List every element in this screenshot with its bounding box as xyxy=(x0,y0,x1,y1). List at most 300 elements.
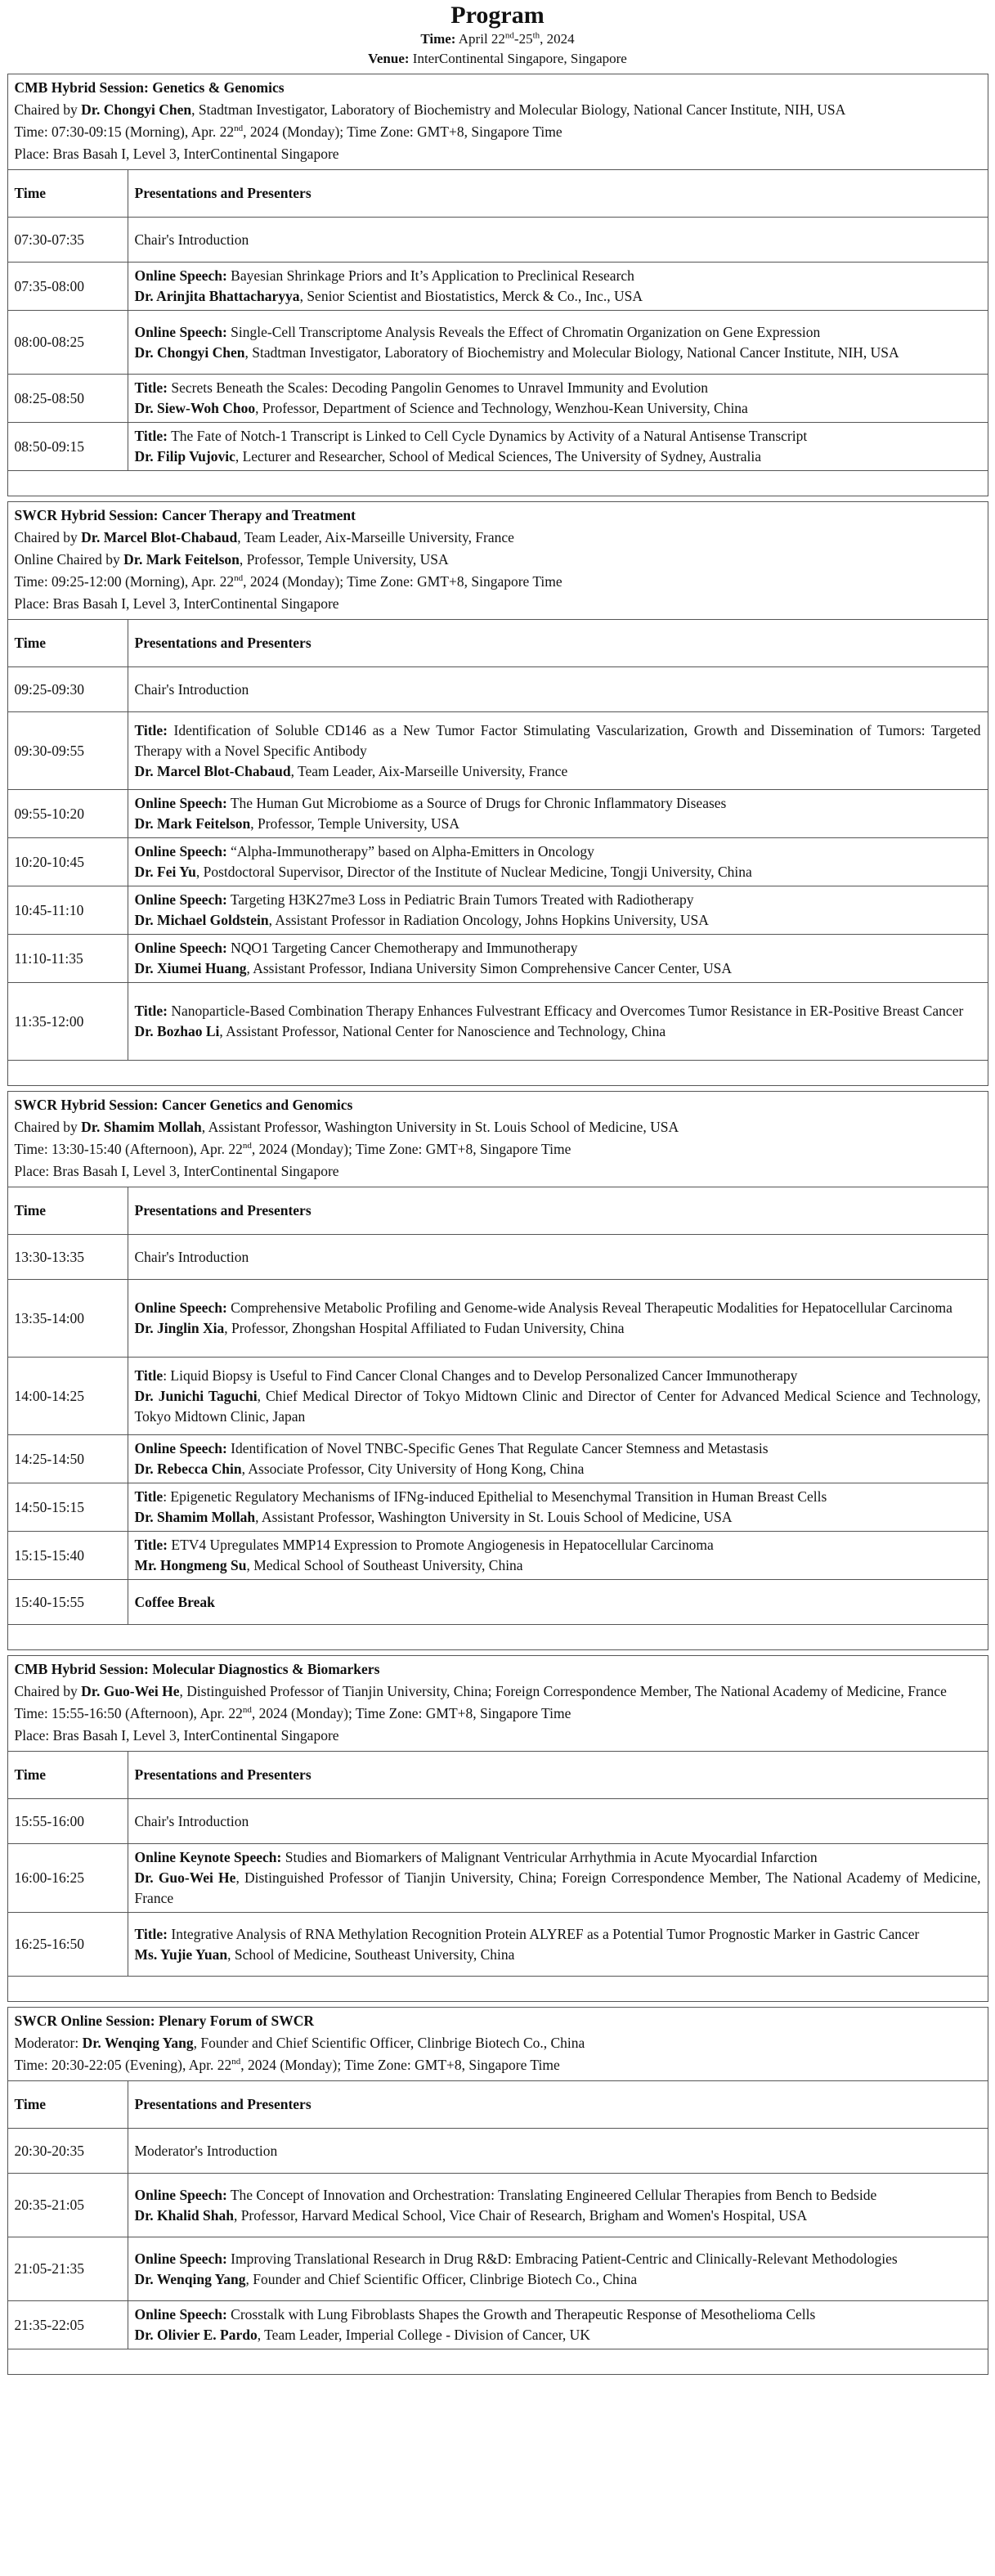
table-row xyxy=(7,1435,988,1483)
table-row xyxy=(7,935,988,983)
presentation-text: Identification of Soluble CD146 as a New Tumor Factor Stimulating Vascularization, Growth and Dissemination of Tumors: Targeted Therapy with a Novel Specific Antibody xyxy=(134,721,981,759)
time-label: Time: xyxy=(420,31,456,47)
table-row xyxy=(7,667,988,712)
table-header-row xyxy=(7,620,988,667)
event-time xyxy=(7,29,988,49)
presenter-name: Dr. Jinglin Xia xyxy=(134,1320,225,1336)
presenter-name: Dr. Xiumei Huang xyxy=(134,960,247,976)
page-title: Program xyxy=(450,2,545,29)
row-note: Chair's Introduction xyxy=(134,1812,249,1829)
session-info xyxy=(7,74,988,170)
presenter-name: Dr. Michael Goldstein xyxy=(134,912,269,928)
presenter xyxy=(135,1318,981,1339)
session-table xyxy=(7,501,988,1086)
row-note: Moderator's Introduction xyxy=(134,2142,278,2159)
presenter-affiliation: , Lecturer and Researcher, School of Medical Sciences, The University of Sydney, Australia xyxy=(235,448,762,464)
table-row xyxy=(7,1580,988,1625)
spacer-cell xyxy=(7,1977,988,2002)
session-time-suffix: , 2024 (Monday); Time Zone: GMT+8, Singapore Time xyxy=(251,1141,571,1157)
session-info-row xyxy=(7,2008,988,2081)
presentation-label: Online Speech: xyxy=(134,267,227,284)
row-note: Chair's Introduction xyxy=(134,680,249,698)
presentation-text: Comprehensive Metabolic Profiling and Genome-wide Analysis Reveal Therapeutic Modalities for Hepatocellular Carcinoma xyxy=(226,1299,952,1316)
table-row xyxy=(7,790,988,838)
presenter-name: Dr. Arinjita Bhattacharyya xyxy=(134,288,300,304)
presentation-text: Studies and Biomarkers of Malignant Ventricular Arrhythmia in Acute Myocardial Infarction xyxy=(281,1849,818,1865)
row-presentation xyxy=(128,311,988,375)
presentation-title xyxy=(135,426,981,447)
presentation-text: : Liquid Biopsy is Useful to Find Cancer Clonal Changes and to Develop Personalized Cancer Immunotherapy xyxy=(163,1367,798,1384)
presentation-label: Title: xyxy=(134,721,168,738)
presenter-affiliation: , Stadtman Investigator, Laboratory of Biochemistry and Molecular Biology, National Cancer Institute, NIH, USA xyxy=(244,343,899,361)
session-time-prefix: Time: 15:55-16:50 (Afternoon), Apr. 22 xyxy=(14,1705,243,1721)
presenter-affiliation: , Assistant Professor, Indiana University Simon Comprehensive Cancer Center, USA xyxy=(246,960,732,976)
presenter-name: Dr. Mark Feitelson xyxy=(134,815,251,832)
row-presentation xyxy=(128,1799,988,1844)
presentation-title xyxy=(135,322,981,343)
presentation-label: Title: xyxy=(134,1003,168,1019)
row-presentation xyxy=(128,1280,988,1358)
presentation-text: : Epigenetic Regulatory Mechanisms of IFNg-induced Epithelial to Mesenchymal Transition in Human Breast Cells xyxy=(163,1488,827,1505)
session-time xyxy=(15,572,981,594)
time-column-header: Time xyxy=(7,170,128,218)
presentation-title xyxy=(135,1535,981,1555)
row-presentation xyxy=(128,2129,988,2174)
session-table xyxy=(7,1091,988,1650)
table-header-row xyxy=(7,1752,988,1799)
presenter-name: Dr. Shamim Mollah xyxy=(134,1509,256,1525)
row-time: 16:00-16:25 xyxy=(7,1844,128,1913)
presenter xyxy=(135,2269,981,2290)
table-header-row xyxy=(7,2081,988,2129)
chair-prefix: Chaired by xyxy=(14,1683,82,1699)
session-info-row xyxy=(7,1656,988,1752)
row-time: 15:55-16:00 xyxy=(7,1799,128,1844)
time-column-header: Time xyxy=(7,1752,128,1799)
row-time: 08:25-08:50 xyxy=(7,375,128,423)
session-title: SWCR Hybrid Session: Cancer Therapy and Treatment xyxy=(14,507,356,523)
table-row xyxy=(7,1280,988,1358)
presenter-name: Dr. Olivier E. Pardo xyxy=(134,2327,258,2343)
row-time: 13:35-14:00 xyxy=(7,1280,128,1358)
session-spacer xyxy=(7,1625,988,1650)
table-header-row xyxy=(7,170,988,218)
presentations-column-header: Presentations and Presenters xyxy=(128,2081,988,2129)
row-presentation xyxy=(128,1235,988,1280)
presentation-text: Improving Translational Research in Drug R&D: Embracing Patient-Centric and Clinically-Relevant Methodologies xyxy=(226,2250,898,2267)
row-presentation xyxy=(128,1580,988,1625)
table-row xyxy=(7,983,988,1061)
row-time: 15:40-15:55 xyxy=(7,1580,128,1625)
presentation-label: Online Speech: xyxy=(134,843,227,859)
session-info xyxy=(7,1656,988,1752)
presentation-text: NQO1 Targeting Cancer Chemotherapy and Immunotherapy xyxy=(226,940,578,956)
session-title: SWCR Hybrid Session: Cancer Genetics and Genomics xyxy=(14,1097,353,1113)
presentation-title xyxy=(135,378,981,398)
session-time xyxy=(15,1139,981,1161)
row-time: 13:30-13:35 xyxy=(7,1235,128,1280)
time-sup-1: nd xyxy=(504,30,514,41)
presentation-label: Online Speech: xyxy=(134,795,227,811)
row-time: 07:30-07:35 xyxy=(7,218,128,263)
presentation-title xyxy=(135,890,981,910)
presentation-title xyxy=(135,1366,981,1386)
presenter-affiliation: , Medical School of Southeast University, China xyxy=(246,1557,523,1573)
row-time: 10:45-11:10 xyxy=(7,886,128,935)
table-row xyxy=(7,375,988,423)
presenter-name: Dr. Filip Vujovic xyxy=(134,448,235,464)
presenter-affiliation: , Chief Medical Director of Tokyo Midtown Clinic and Director of Center for Advanced Medical Science and Technology, Tokyo Midtown Clinic, Japan xyxy=(134,1387,981,1425)
presentations-column-header: Presentations and Presenters xyxy=(128,1187,988,1235)
spacer-cell xyxy=(7,2349,988,2375)
row-note: Coffee Break xyxy=(134,1593,215,1610)
row-presentation xyxy=(128,2237,988,2301)
table-header-row xyxy=(7,1187,988,1235)
session-spacer xyxy=(7,1061,988,1086)
session-table xyxy=(7,1655,988,2002)
row-presentation xyxy=(128,983,988,1061)
table-row xyxy=(7,218,988,263)
presentation-label: Title xyxy=(134,1488,164,1505)
session-info xyxy=(7,502,988,620)
row-presentation xyxy=(128,1435,988,1483)
table-row xyxy=(7,2174,988,2237)
presentations-column-header: Presentations and Presenters xyxy=(128,620,988,667)
row-note: Chair's Introduction xyxy=(134,231,249,248)
presentations-column-header: Presentations and Presenters xyxy=(128,170,988,218)
row-presentation xyxy=(128,1532,988,1580)
presenter xyxy=(135,398,981,419)
session-place: Place: Bras Basah I, Level 3, InterContinental Singapore xyxy=(14,595,339,612)
presenter xyxy=(135,1507,981,1528)
row-presentation xyxy=(128,423,988,471)
row-presentation xyxy=(128,2301,988,2349)
table-row xyxy=(7,1844,988,1913)
venue-value: InterContinental Singapore, Singapore xyxy=(409,51,627,66)
presentation-text: Identification of Novel TNBC-Specific Genes That Regulate Cancer Stemness and Metastasis xyxy=(226,1440,769,1456)
presenter xyxy=(135,862,981,882)
session-chair xyxy=(15,1117,981,1139)
presentation-label: Title xyxy=(134,1367,164,1384)
presentation-label: Title: xyxy=(134,428,168,444)
session-info-row xyxy=(7,74,988,170)
presenter xyxy=(135,761,981,782)
presentation-label: Online Keynote Speech: xyxy=(134,1849,282,1865)
presenter xyxy=(135,1459,981,1479)
row-time: 09:55-10:20 xyxy=(7,790,128,838)
presenter-affiliation: , Professor, Zhongshan Hospital Affiliated to Fudan University, China xyxy=(224,1320,625,1336)
presenter xyxy=(135,814,981,834)
session-time-suffix: , 2024 (Monday); Time Zone: GMT+8, Singapore Time xyxy=(240,2057,560,2073)
row-time: 21:05-21:35 xyxy=(7,2237,128,2301)
row-time: 11:10-11:35 xyxy=(7,935,128,983)
table-row xyxy=(7,1913,988,1977)
presenter xyxy=(135,447,981,467)
chair-affiliation: , Team Leader, Aix-Marseille University, France xyxy=(237,529,514,545)
presentation-label: Online Speech: xyxy=(134,1299,227,1316)
chair-name: Dr. Chongyi Chen xyxy=(81,101,192,118)
session-time-sup: nd xyxy=(242,1141,252,1151)
presentation-title xyxy=(135,720,981,761)
session-spacer xyxy=(7,2349,988,2375)
row-time: 09:30-09:55 xyxy=(7,712,128,790)
presentation-title xyxy=(135,1298,981,1318)
row-presentation xyxy=(128,838,988,886)
session-time-suffix: , 2024 (Monday); Time Zone: GMT+8, Singapore Time xyxy=(251,1705,571,1721)
table-row xyxy=(7,2301,988,2349)
venue-label: Venue: xyxy=(368,51,410,66)
presenter-affiliation: , Team Leader, Imperial College - Division of Cancer, UK xyxy=(257,2327,590,2343)
time-column-header: Time xyxy=(7,1187,128,1235)
presentation-label: Online Speech: xyxy=(134,2250,227,2267)
row-time: 15:15-15:40 xyxy=(7,1532,128,1580)
session-info xyxy=(7,1092,988,1187)
chair-name: Dr. Mark Feitelson xyxy=(123,551,240,568)
table-row xyxy=(7,1532,988,1580)
session-info-row xyxy=(7,1092,988,1187)
presentation-title xyxy=(135,1924,981,1945)
session-time-sup: nd xyxy=(234,123,244,134)
row-time: 21:35-22:05 xyxy=(7,2301,128,2349)
row-time: 14:50-15:15 xyxy=(7,1483,128,1532)
session-table xyxy=(7,74,988,496)
presenter xyxy=(135,1868,981,1909)
row-time: 14:25-14:50 xyxy=(7,1435,128,1483)
spacer-cell xyxy=(7,471,988,496)
chair-prefix: Moderator: xyxy=(14,2035,83,2051)
presenter-affiliation: , Distinguished Professor of Tianjin University, China; Foreign Correspondence Member, The National Academy of Medicine, France xyxy=(134,1869,981,1906)
presentation-label: Online Speech: xyxy=(134,1440,227,1456)
presenter-name: Dr. Khalid Shah xyxy=(134,2206,234,2224)
presentation-title xyxy=(135,2304,981,2325)
presenter-name: Dr. Chongyi Chen xyxy=(134,343,245,361)
presentation-title xyxy=(135,2185,981,2206)
session-title: CMB Hybrid Session: Molecular Diagnostics & Biomarkers xyxy=(14,1661,380,1677)
presentation-label: Title: xyxy=(134,1925,168,1942)
row-time: 09:25-09:30 xyxy=(7,667,128,712)
session-time xyxy=(15,122,981,144)
presentation-title xyxy=(135,938,981,958)
table-row xyxy=(7,2237,988,2301)
row-presentation xyxy=(128,935,988,983)
session-time-suffix: , 2024 (Monday); Time Zone: GMT+8, Singapore Time xyxy=(243,573,562,590)
presenter-name: Dr. Siew-Woh Choo xyxy=(134,400,256,416)
row-presentation xyxy=(128,712,988,790)
row-presentation xyxy=(128,1483,988,1532)
row-presentation xyxy=(128,218,988,263)
time-column-header: Time xyxy=(7,620,128,667)
presenter xyxy=(135,1021,981,1042)
session-time xyxy=(15,1703,981,1726)
presenter xyxy=(135,2325,981,2345)
presenter-name: Ms. Yujie Yuan xyxy=(134,1945,228,1963)
session-place: Place: Bras Basah I, Level 3, InterContinental Singapore xyxy=(14,1727,339,1744)
presenter-affiliation: , Postdoctoral Supervisor, Director of the Institute of Nuclear Medicine, Tongji University, China xyxy=(195,864,752,880)
table-row xyxy=(7,263,988,311)
presentation-text: Secrets Beneath the Scales: Decoding Pangolin Genomes to Unravel Immunity and Evolution xyxy=(168,379,708,396)
presenter xyxy=(135,910,981,931)
presenter-name: Dr. Fei Yu xyxy=(134,864,196,880)
presentations-column-header: Presentations and Presenters xyxy=(128,1752,988,1799)
row-presentation xyxy=(128,1844,988,1913)
chair-affiliation: , Founder and Chief Scientific Officer, Clinbrige Biotech Co., China xyxy=(193,2035,585,2051)
presentation-label: Online Speech: xyxy=(134,891,227,908)
row-time: 20:30-20:35 xyxy=(7,2129,128,2174)
presenter-affiliation: , Assistant Professor in Radiation Oncology, Johns Hopkins University, USA xyxy=(268,912,709,928)
presenter-affiliation: , Team Leader, Aix-Marseille University, France xyxy=(290,762,568,779)
presentation-title xyxy=(135,1001,981,1021)
presenter-affiliation: , Professor, Department of Science and Technology, Wenzhou-Kean University, China xyxy=(255,400,748,416)
session-spacer xyxy=(7,471,988,496)
presentation-text: Targeting H3K27me3 Loss in Pediatric Brain Tumors Treated with Radiotherapy xyxy=(226,891,694,908)
presenter-name: Dr. Guo-Wei He xyxy=(134,1869,236,1886)
presentation-text: The Fate of Notch-1 Transcript is Linked to Cell Cycle Dynamics by Activity of a Natural Antisense Transcript xyxy=(168,428,808,444)
presentation-label: Title: xyxy=(134,379,168,396)
presentation-text: Bayesian Shrinkage Priors and It’s Application to Preclinical Research xyxy=(226,267,634,284)
presenter-name: Dr. Marcel Blot-Chabaud xyxy=(134,762,291,779)
presenter xyxy=(135,1945,981,1965)
session-chair xyxy=(15,527,981,550)
presentation-label: Online Speech: xyxy=(134,323,227,340)
session-time-prefix: Time: 13:30-15:40 (Afternoon), Apr. 22 xyxy=(14,1141,243,1157)
table-row xyxy=(7,2129,988,2174)
session-time-prefix: Time: 07:30-09:15 (Morning), Apr. 22 xyxy=(14,123,235,140)
row-time: 16:25-16:50 xyxy=(7,1913,128,1977)
chair-affiliation: , Stadtman Investigator, Laboratory of Biochemistry and Molecular Biology, National Cancer Institute, NIH, USA xyxy=(191,101,846,118)
chair-name: Dr. Wenqing Yang xyxy=(82,2035,194,2051)
presenter xyxy=(135,958,981,979)
row-time: 11:35-12:00 xyxy=(7,983,128,1061)
session-time-prefix: Time: 20:30-22:05 (Evening), Apr. 22 xyxy=(14,2057,232,2073)
presenter-affiliation: , Founder and Chief Scientific Officer, Clinbrige Biotech Co., China xyxy=(245,2270,638,2287)
row-time: 20:35-21:05 xyxy=(7,2174,128,2237)
session-table xyxy=(7,2007,988,2375)
table-row xyxy=(7,423,988,471)
session-title: CMB Hybrid Session: Genetics & Genomics xyxy=(14,79,285,96)
row-presentation xyxy=(128,790,988,838)
time-column-header: Time xyxy=(7,2081,128,2129)
row-time: 08:50-09:15 xyxy=(7,423,128,471)
chair-affiliation: , Assistant Professor, Washington University in St. Louis School of Medicine, USA xyxy=(201,1119,679,1135)
spacer-cell xyxy=(7,1061,988,1086)
presentation-text: The Human Gut Microbiome as a Source of Drugs for Chronic Inflammatory Diseases xyxy=(226,795,727,811)
session-place: Place: Bras Basah I, Level 3, InterContinental Singapore xyxy=(14,146,339,162)
session-time-sup: nd xyxy=(234,573,244,584)
presentation-label: Title: xyxy=(134,1537,168,1553)
row-time: 14:00-14:25 xyxy=(7,1358,128,1435)
presentation-label: Online Speech: xyxy=(134,940,227,956)
presenter-name: Dr. Bozhao Li xyxy=(134,1023,220,1039)
session-chair xyxy=(15,100,981,122)
presentation-text: Crosstalk with Lung Fibroblasts Shapes the Growth and Therapeutic Response of Mesothelioma Cells xyxy=(226,2306,816,2322)
chair-affiliation: , Distinguished Professor of Tianjin University, China; Foreign Correspondence Member, The National Academy of Medicine, France xyxy=(179,1683,947,1699)
session-time-sup: nd xyxy=(242,1705,252,1716)
presenter-affiliation: , Professor, Temple University, USA xyxy=(250,815,459,832)
row-presentation xyxy=(128,375,988,423)
presentation-title xyxy=(135,1847,981,1868)
row-presentation xyxy=(128,263,988,311)
presentation-title xyxy=(135,1487,981,1507)
presenter xyxy=(135,1555,981,1576)
row-time: 07:35-08:00 xyxy=(7,263,128,311)
row-presentation xyxy=(128,1913,988,1977)
row-presentation xyxy=(128,667,988,712)
presenter xyxy=(135,343,981,363)
presenter-affiliation: , Assistant Professor, Washington University in St. Louis School of Medicine, USA xyxy=(255,1509,733,1525)
row-time: 10:20-10:45 xyxy=(7,838,128,886)
presenter-name: Dr. Rebecca Chin xyxy=(134,1461,242,1477)
presentation-text: ETV4 Upregulates MMP14 Expression to Promote Angiogenesis in Hepatocellular Carcinoma xyxy=(168,1537,714,1553)
presentation-title xyxy=(135,266,981,286)
chair-affiliation: , Professor, Temple University, USA xyxy=(239,551,449,568)
table-row xyxy=(7,1358,988,1435)
table-row xyxy=(7,1235,988,1280)
session-chair xyxy=(15,2033,981,2055)
row-presentation xyxy=(128,886,988,935)
session-list xyxy=(7,74,988,2375)
session-info-row xyxy=(7,502,988,620)
time-sup-2: th xyxy=(532,30,540,41)
time-value-suffix: , 2024 xyxy=(540,31,575,47)
chair-name: Dr. Shamim Mollah xyxy=(81,1119,202,1135)
table-row xyxy=(7,712,988,790)
presenter xyxy=(135,2206,981,2226)
session-time-prefix: Time: 09:25-12:00 (Morning), Apr. 22 xyxy=(14,573,235,590)
presentation-text: Integrative Analysis of RNA Methylation Recognition Protein ALYREF as a Potential Tumor Prognostic Marker in Gastric Cancer xyxy=(168,1925,920,1942)
presentation-text: Single-Cell Transcriptome Analysis Reveals the Effect of Chromatin Organization on Gene Expression xyxy=(226,323,821,340)
presentation-title xyxy=(135,841,981,862)
presentation-title xyxy=(135,2249,981,2269)
presenter-name: Dr. Wenqing Yang xyxy=(134,2270,246,2287)
presentation-label: Online Speech: xyxy=(134,2306,227,2322)
session-spacer xyxy=(7,1977,988,2002)
session-chair xyxy=(15,1681,981,1703)
chair-name: Dr. Guo-Wei He xyxy=(81,1683,180,1699)
presentation-label: Online Speech: xyxy=(134,2186,227,2203)
presenter-affiliation: , Senior Scientist and Biostatistics, Merck & Co., Inc., USA xyxy=(299,288,643,304)
presenter-affiliation: , Professor, Harvard Medical School, Vice Chair of Research, Brigham and Women's Hospital, USA xyxy=(233,2206,808,2224)
row-presentation xyxy=(128,1358,988,1435)
row-presentation xyxy=(128,2174,988,2237)
presentation-title xyxy=(135,1438,981,1459)
program-header xyxy=(7,2,988,69)
chair-prefix: Chaired by xyxy=(14,1119,82,1135)
session-chair xyxy=(15,550,981,572)
chair-name: Dr. Marcel Blot-Chabaud xyxy=(81,529,238,545)
chair-prefix: Chaired by xyxy=(14,101,82,118)
presentation-text: Nanoparticle-Based Combination Therapy Enhances Fulvestrant Efficacy and Overcomes Tumor Resistance in ER-Positive Breast Cancer xyxy=(168,1003,964,1019)
time-value-prefix: April 22 xyxy=(455,31,505,47)
presenter-affiliation: , School of Medicine, Southeast University, China xyxy=(227,1945,515,1963)
presenter-name: Mr. Hongmeng Su xyxy=(134,1557,247,1573)
presenter-name: Dr. Junichi Taguchi xyxy=(134,1387,258,1404)
table-row xyxy=(7,886,988,935)
presentation-text: The Concept of Innovation and Orchestration: Translating Engineered Cellular Therapies from Bench to Bedside xyxy=(226,2186,877,2203)
table-row xyxy=(7,311,988,375)
presenter-affiliation: , Assistant Professor, National Center for Nanoscience and Technology, China xyxy=(219,1023,666,1039)
chair-prefix: Chaired by xyxy=(14,529,82,545)
row-note: Chair's Introduction xyxy=(134,1248,249,1265)
session-info xyxy=(7,2008,988,2081)
presentation-title xyxy=(135,793,981,814)
table-row xyxy=(7,1799,988,1844)
row-time: 08:00-08:25 xyxy=(7,311,128,375)
presenter xyxy=(135,1386,981,1427)
presenter xyxy=(135,286,981,307)
session-time-suffix: , 2024 (Monday); Time Zone: GMT+8, Singapore Time xyxy=(243,123,562,140)
program-document xyxy=(7,0,988,2375)
spacer-cell xyxy=(7,1625,988,1650)
